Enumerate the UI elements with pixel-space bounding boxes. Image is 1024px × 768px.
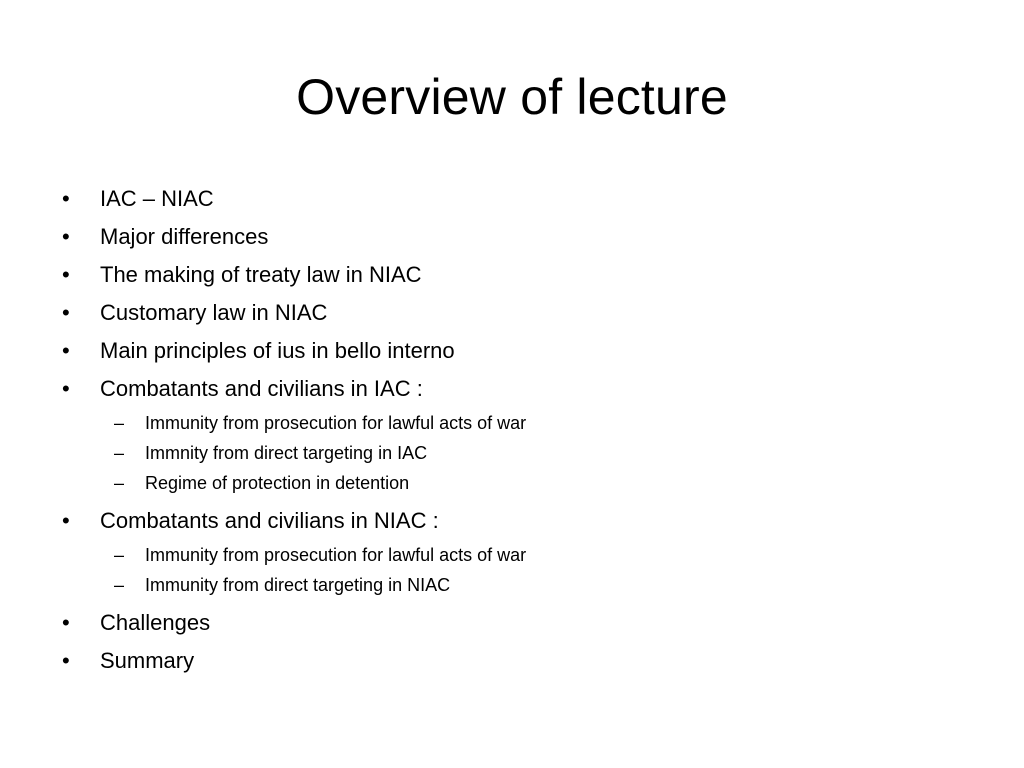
sub-bullet-item — [58, 570, 526, 600]
bullet-icon: • — [62, 648, 70, 673]
bullet-item-treaty-law — [58, 256, 526, 294]
bullet-icon: • — [62, 338, 70, 363]
dash-icon: – — [114, 443, 125, 463]
bullet-text: Combatants and civilians in NIAC : — [100, 508, 439, 533]
bullet-text: Major differences — [100, 224, 269, 249]
bullet-icon: • — [62, 376, 70, 401]
bullet-item-major-differences — [58, 218, 526, 256]
bullet-icon: • — [62, 610, 70, 635]
bullet-icon: • — [62, 186, 70, 211]
sub-bullet-text: Immunity from prosecution for lawful acts of war — [145, 413, 527, 433]
bullet-text: Challenges — [100, 610, 211, 635]
bullet-icon: • — [62, 262, 70, 287]
bullet-item-summary — [58, 642, 526, 680]
bullet-icon: • — [62, 224, 70, 249]
dash-icon: – — [114, 545, 125, 565]
dash-icon: – — [114, 575, 125, 595]
dash-icon: – — [114, 413, 125, 433]
sub-list-niac — [58, 540, 526, 600]
bullet-text: Main principles of ius in bello interno — [100, 338, 455, 363]
sub-bullet-item — [58, 540, 526, 570]
sub-bullet-text: Immunity from prosecution for lawful acts of war — [145, 545, 527, 565]
bullet-list — [58, 180, 526, 680]
bullet-item-challenges — [58, 604, 526, 642]
sub-bullet-item — [58, 468, 526, 498]
bullet-item-iac-niac — [58, 180, 526, 218]
bullet-text: Customary law in NIAC — [100, 300, 328, 325]
sub-bullet-item — [58, 408, 526, 438]
bullet-text: Summary — [100, 648, 195, 673]
bullet-icon: • — [62, 300, 70, 325]
bullet-text: Combatants and civilians in IAC : — [100, 376, 423, 401]
slide-title: Overview of lecture — [296, 69, 728, 125]
sub-bullet-text: Immnity from direct targeting in IAC — [145, 443, 428, 463]
sub-bullet-text: Regime of protection in detention — [145, 473, 410, 493]
sub-list-iac — [58, 408, 526, 498]
dash-icon: – — [114, 473, 125, 493]
bullet-item-customary-law — [58, 294, 526, 332]
sub-bullet-item — [58, 438, 526, 468]
bullet-item-main-principles — [58, 332, 526, 370]
sub-bullet-text: Immunity from direct targeting in NIAC — [145, 575, 451, 595]
bullet-text: IAC – NIAC — [100, 186, 214, 211]
bullet-item-combatants-niac — [58, 502, 526, 540]
bullet-item-combatants-iac — [58, 370, 526, 408]
bullet-icon: • — [62, 508, 70, 533]
bullet-text: The making of treaty law in NIAC — [100, 262, 422, 287]
